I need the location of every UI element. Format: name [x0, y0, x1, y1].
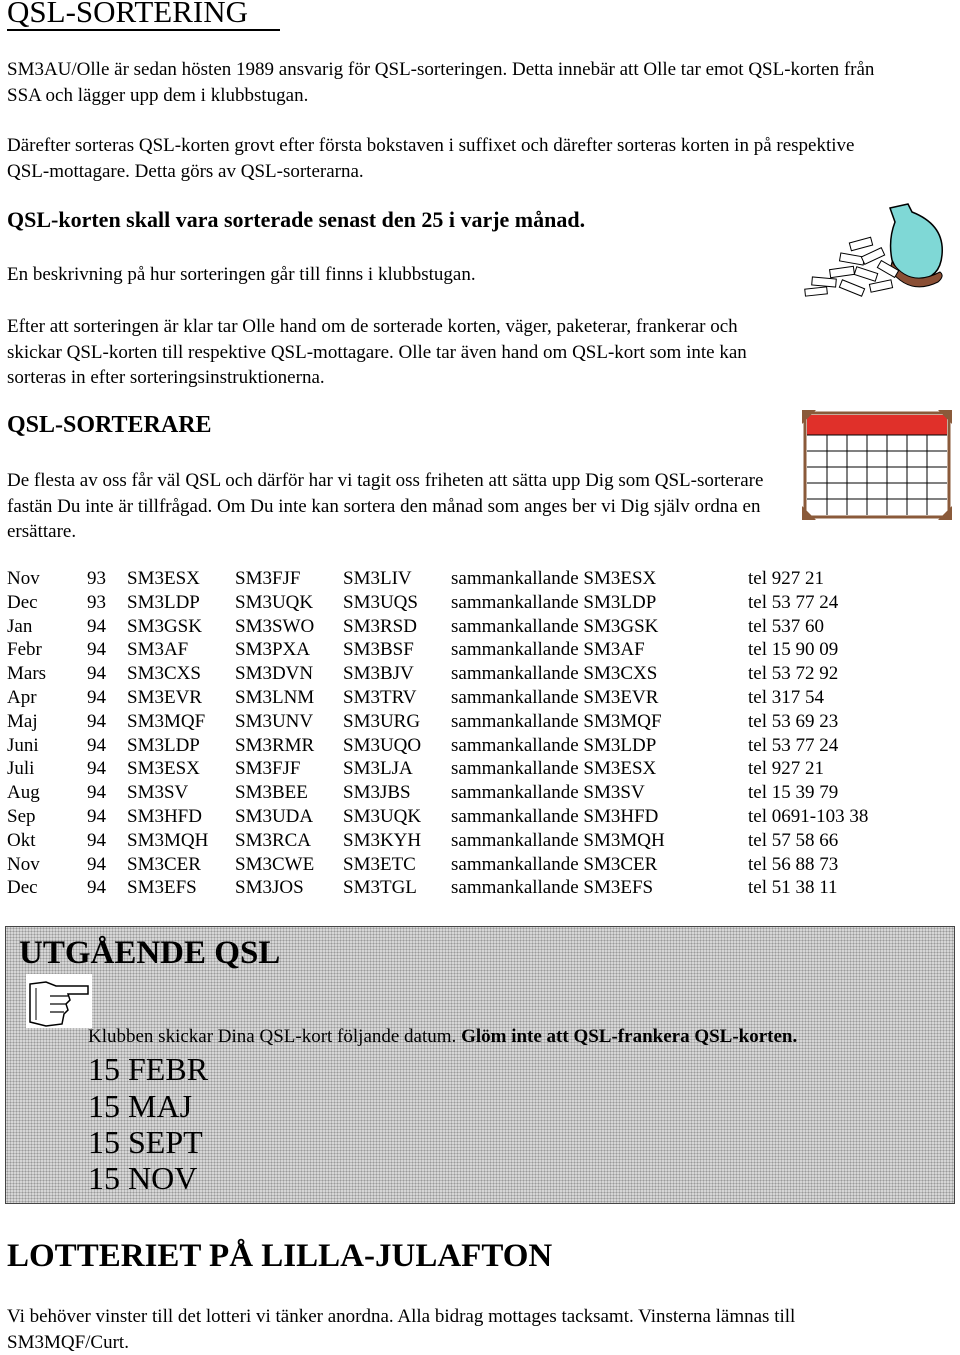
- cell-year: 94: [87, 782, 106, 804]
- table-row: [7, 567, 898, 591]
- table-row: [7, 757, 898, 781]
- cell-year: 94: [87, 663, 106, 685]
- cell-convener: sammankallande SM3HFD: [451, 805, 659, 827]
- cell-convener: sammankallande SM3AF: [451, 639, 645, 661]
- cell-member-1: SM3CXS: [127, 663, 201, 685]
- cell-member-1: SM3MQF: [127, 710, 206, 732]
- cell-convener: sammankallande SM3CER: [451, 853, 658, 875]
- cell-phone: tel 317 54: [748, 686, 824, 708]
- cell-member-1: SM3EFS: [127, 877, 197, 899]
- cell-member-1: SM3MQH: [127, 829, 209, 851]
- cell-member-2: SM3PXA: [235, 639, 310, 661]
- cell-member-1: SM3EVR: [127, 686, 202, 708]
- cell-member-2: SM3SWO: [235, 615, 315, 637]
- cell-member-2: SM3UDA: [235, 805, 314, 827]
- outgoing-qsl-heading: UTGÅENDE QSL: [19, 935, 281, 971]
- cell-phone: tel 0691-103 38: [748, 805, 869, 827]
- cell-member-3: SM3TRV: [343, 686, 417, 708]
- cell-member-2: SM3RMR: [235, 734, 315, 756]
- cell-phone: tel 53 77 24: [748, 591, 839, 613]
- cell-member-2: SM3BEE: [235, 782, 308, 804]
- cell-year: 94: [87, 686, 106, 708]
- table-row: [7, 710, 898, 734]
- cell-phone: tel 927 21: [748, 758, 824, 780]
- cell-member-2: SM3FJF: [235, 758, 301, 780]
- cell-phone: tel 53 69 23: [748, 710, 839, 732]
- cell-member-3: SM3KYH: [343, 829, 422, 851]
- cell-phone: tel 57 58 66: [748, 829, 839, 851]
- cell-member-2: SM3FJF: [235, 568, 301, 589]
- outgoing-qsl-reminder: Glöm inte att QSL-frankera QSL-korten.: [461, 1026, 798, 1047]
- cell-year: 94: [87, 758, 106, 780]
- cell-year: 94: [87, 710, 106, 732]
- cell-month: Juli: [7, 758, 35, 780]
- cell-member-3: SM3ETC: [343, 853, 416, 875]
- cell-member-1: SM3LDP: [127, 734, 200, 756]
- cell-phone: tel 53 77 24: [748, 734, 839, 756]
- cell-phone: tel 15 90 09: [748, 639, 839, 661]
- cell-convener: sammankallande SM3MQH: [451, 829, 665, 851]
- cell-month: Dec: [7, 591, 38, 613]
- intro-paragraph-1: SM3AU/Olle är sedan hösten 1989 ansvarig för QSL-sorteringen. Detta innebär att Olle tar emot QSL-korten från SSA och lägger upp dem i klubbstugan.: [7, 59, 875, 106]
- cell-member-2: SM3LNM: [235, 686, 315, 708]
- cell-convener: sammankallande SM3EVR: [451, 686, 659, 708]
- cell-phone: tel 537 60: [748, 615, 824, 637]
- description-note: En beskrivning på hur sorteringen går till finns i klubbstugan.: [7, 264, 476, 285]
- table-row: [7, 686, 898, 710]
- table-row: [7, 781, 898, 805]
- table-row: [7, 638, 898, 662]
- cell-year: 94: [87, 734, 106, 756]
- sorterare-heading: QSL-SORTERARE: [7, 412, 212, 438]
- title-underline: [7, 29, 280, 31]
- cell-member-1: SM3GSK: [127, 615, 202, 637]
- outgoing-date: 15 NOV: [88, 1160, 198, 1196]
- cell-month: Aug: [7, 782, 40, 804]
- cell-phone: tel 51 38 11: [748, 877, 838, 899]
- cell-member-3: SM3BJV: [343, 663, 414, 685]
- outgoing-date: 15 FEBR: [88, 1051, 209, 1087]
- cell-member-1: SM3HFD: [127, 805, 202, 827]
- cell-convener: sammankallande SM3GSK: [451, 615, 659, 637]
- table-row: [7, 615, 898, 639]
- outgoing-date: 15 SEPT: [88, 1124, 203, 1160]
- cell-member-1: SM3SV: [127, 782, 189, 804]
- outgoing-qsl-text: [88, 1026, 797, 1048]
- cell-convener: sammankallande SM3CXS: [451, 663, 658, 685]
- sorterare-schedule-table: [7, 567, 898, 900]
- cell-convener: sammankallande SM3LDP: [451, 591, 657, 613]
- cell-month: Nov: [7, 853, 40, 875]
- cell-member-2: SM3UNV: [235, 710, 314, 732]
- outgoing-qsl-info: Klubben skickar Dina QSL-kort följande datum.: [88, 1026, 457, 1047]
- cell-month: Apr: [7, 686, 37, 708]
- table-row: [7, 805, 898, 829]
- table-row: [7, 734, 898, 758]
- lottery-heading: LOTTERIET PÅ LILLA-JULAFTON: [7, 1238, 553, 1274]
- table-row: [7, 853, 898, 877]
- cell-convener: sammankallande SM3SV: [451, 782, 645, 804]
- cell-month: Maj: [7, 710, 38, 732]
- cell-member-1: SM3ESX: [127, 758, 200, 780]
- table-row: [7, 591, 898, 615]
- cell-convener: sammankallande SM3LDP: [451, 734, 657, 756]
- deadline-statement: QSL-korten skall vara sorterade senast den 25 i varje månad.: [7, 207, 586, 232]
- cell-phone: tel 15 39 79: [748, 782, 839, 804]
- cell-member-3: SM3JBS: [343, 782, 411, 804]
- qsl-bag-icon: [800, 200, 950, 300]
- table-row: [7, 662, 898, 686]
- calendar-icon: [802, 410, 952, 520]
- cell-convener: sammankallande SM3EFS: [451, 877, 654, 899]
- sorterare-paragraph: De flesta av oss får väl QSL och därför har vi tagit oss friheten att sätta upp Dig som QSL-sorterare fastän Du inte är tillfrågad. Om Du inte kan sortera den månad som anges ber vi Dig själv ordna en ersättare.: [7, 470, 764, 542]
- cell-month: Nov: [7, 568, 40, 589]
- cell-member-2: SM3RCA: [235, 829, 312, 851]
- lottery-paragraph: Vi behöver vinster till det lotteri vi tänker anordna. Alla bidrag mottages tacksamt. Vinsterna lämnas till SM3MQF/Curt.: [7, 1306, 796, 1353]
- cell-member-3: SM3TGL: [343, 877, 417, 899]
- cell-phone: tel 927 21: [748, 568, 824, 589]
- cell-member-3: SM3BSF: [343, 639, 414, 661]
- outgoing-date: 15 MAJ: [88, 1088, 193, 1124]
- cell-member-3: SM3UQO: [343, 734, 422, 756]
- pointing-hand-icon: [26, 974, 92, 1028]
- cell-convener: sammankallande SM3ESX: [451, 568, 657, 589]
- cell-year: 93: [87, 568, 106, 589]
- cell-member-1: SM3ESX: [127, 568, 200, 589]
- cell-month: Mars: [7, 663, 47, 685]
- cell-member-1: SM3LDP: [127, 591, 200, 613]
- cell-member-3: SM3URG: [343, 710, 421, 732]
- table-row: [7, 829, 898, 853]
- cell-month: Okt: [7, 829, 36, 851]
- cell-member-2: SM3UQK: [235, 591, 314, 613]
- cell-phone: tel 53 72 92: [748, 663, 839, 685]
- cell-member-3: SM3RSD: [343, 615, 417, 637]
- cell-phone: tel 56 88 73: [748, 853, 839, 875]
- cell-convener: sammankallande SM3ESX: [451, 758, 657, 780]
- cell-member-3: SM3UQK: [343, 805, 422, 827]
- cell-year: 94: [87, 615, 106, 637]
- cell-convener: sammankallande SM3MQF: [451, 710, 662, 732]
- intro-paragraph-2: Därefter sorteras QSL-korten grovt efter första bokstaven i suffixet och därefter sorteras korten in på respektive QSL-mottagare. Detta görs av QSL-sorterarna.: [7, 135, 855, 182]
- cell-month: Jan: [7, 615, 33, 637]
- cell-month: Juni: [7, 734, 39, 756]
- table-row: [7, 876, 898, 900]
- cell-year: 94: [87, 829, 106, 851]
- cell-month: Dec: [7, 877, 38, 899]
- page-title: QSL-SORTERING: [7, 0, 248, 29]
- cell-year: 94: [87, 805, 106, 827]
- cell-month: Febr: [7, 639, 42, 661]
- cell-member-1: SM3CER: [127, 853, 201, 875]
- cell-member-3: SM3LJA: [343, 758, 413, 780]
- cell-year: 94: [87, 853, 106, 875]
- cell-month: Sep: [7, 805, 36, 827]
- cell-year: 93: [87, 591, 106, 613]
- cell-member-1: SM3AF: [127, 639, 189, 661]
- cell-member-3: SM3LIV: [343, 568, 412, 589]
- cell-member-2: SM3CWE: [235, 853, 315, 875]
- cell-year: 94: [87, 639, 106, 661]
- after-sorting-paragraph: Efter att sorteringen är klar tar Olle hand om de sorterade korten, väger, paketerar, frankerar och skickar QSL-korten till respektive QSL-mottagare. Olle tar även hand om QSL-kort som inte kan sorteras in efter sorteringsinstruktionerna.: [7, 316, 747, 388]
- cell-member-3: SM3UQS: [343, 591, 418, 613]
- cell-year: 94: [87, 877, 106, 899]
- cell-member-2: SM3DVN: [235, 663, 314, 685]
- cell-member-2: SM3JOS: [235, 877, 304, 899]
